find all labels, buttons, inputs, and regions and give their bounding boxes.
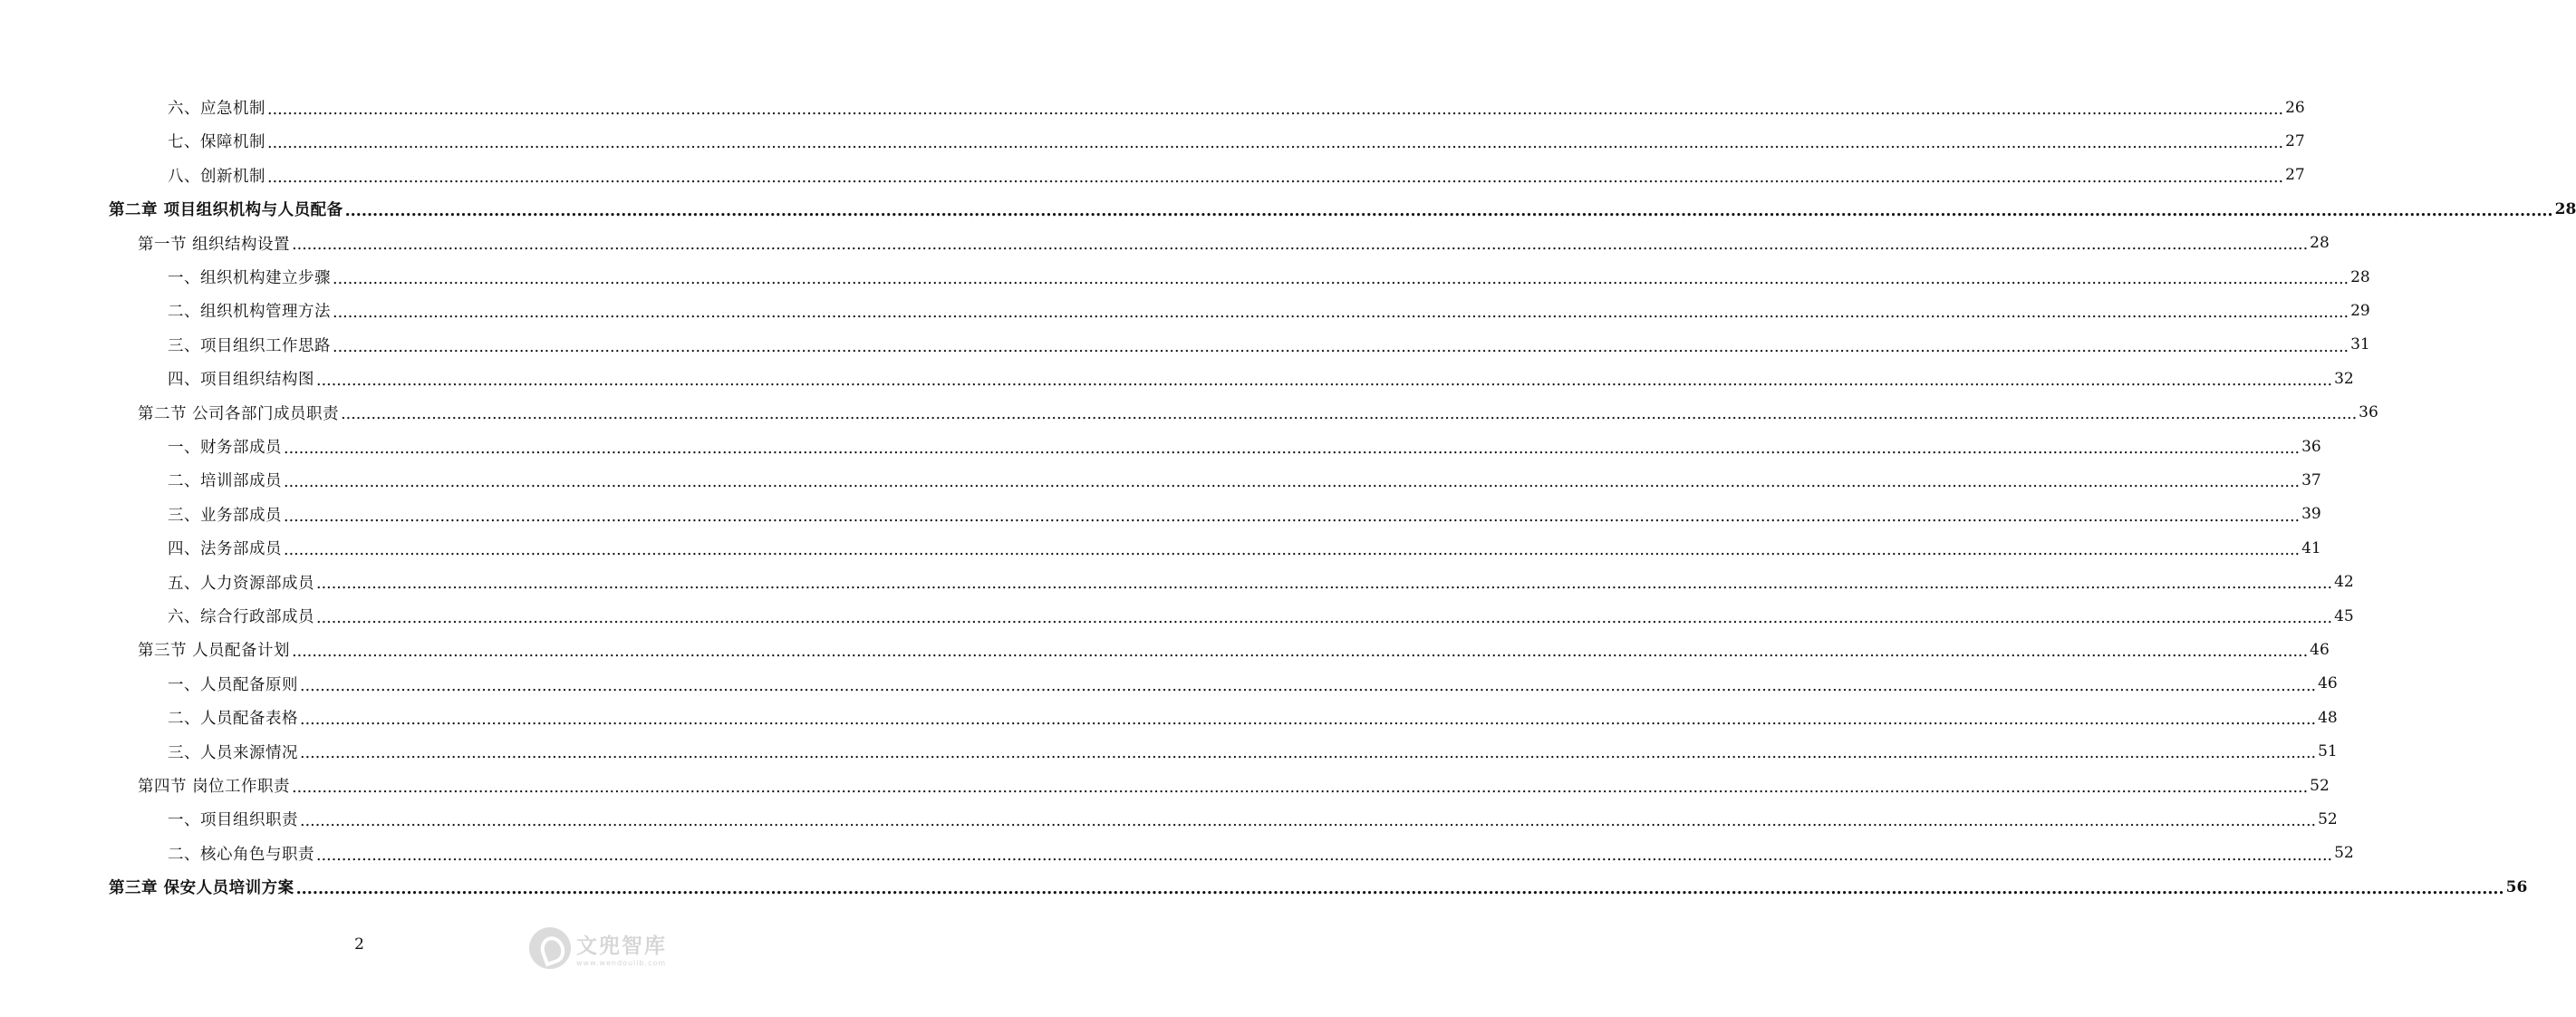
- toc-entry-label: 三、业务部成员: [168, 506, 282, 525]
- toc-dot-leader: ................................................................................................................................................................................................................................................................................................................................................................................................................: [300, 710, 2317, 729]
- watermark-url: www.wendoulib.com: [576, 959, 667, 967]
- toc-dot-leader: ................................................................................................................................................................................................................................................................................................................................................................................................................: [316, 371, 2333, 390]
- toc-entry-label: 二、人员配备表格: [168, 710, 298, 729]
- toc-entry-page: 36: [2301, 437, 2321, 456]
- toc-entry-label: 一、项目组织职责: [168, 811, 298, 830]
- toc-dot-leader: ................................................................................................................................................................................................................................................................................................................................................................................................................: [267, 100, 2284, 119]
- toc-entry-label: 三、项目组织工作思路: [168, 336, 331, 355]
- toc-entry-page: 56: [2505, 877, 2528, 896]
- toc-entry-label: 四、法务部成员: [168, 540, 282, 559]
- toc-entry[interactable]: [168, 91, 2305, 124]
- watermark-brand: 文兜智库: [576, 935, 667, 958]
- toc-entry-label: 五、人力资源部成员: [168, 574, 314, 593]
- toc-entry[interactable]: [109, 870, 2528, 904]
- toc-entry[interactable]: [168, 599, 2354, 633]
- toc-entry-page: 32: [2334, 369, 2354, 388]
- toc-entry-page: 51: [2318, 742, 2338, 761]
- toc-dot-leader: ................................................................................................................................................................................................................................................................................................................................................................................................................: [300, 676, 2317, 695]
- toc-entry[interactable]: [168, 701, 2338, 734]
- toc-entry-page: 42: [2334, 573, 2354, 592]
- toc-dot-leader: ................................................................................................................................................................................................................................................................................................................................................................................................................: [292, 643, 2309, 662]
- toc-dot-leader: ................................................................................................................................................................................................................................................................................................................................................................................................................: [284, 439, 2301, 458]
- toc-entry-label: 第一节 组织结构设置: [138, 235, 291, 254]
- toc-entry-label: 一、组织机构建立步骤: [168, 269, 331, 287]
- toc-dot-leader: ................................................................................................................................................................................................................................................................................................................................................................................................................: [295, 879, 2504, 898]
- toc-entry[interactable]: [138, 769, 2330, 802]
- toc-dot-leader: ................................................................................................................................................................................................................................................................................................................................................................................................................: [344, 201, 2553, 220]
- toc-dot-leader: ................................................................................................................................................................................................................................................................................................................................................................................................................: [333, 337, 2349, 356]
- toc-dot-leader: ................................................................................................................................................................................................................................................................................................................................................................................................................: [300, 744, 2317, 763]
- toc-entry[interactable]: [168, 294, 2370, 327]
- toc-entry-page: 28: [2310, 234, 2330, 253]
- toc-entry-page: 29: [2350, 301, 2370, 320]
- toc-entry-page: 28: [2350, 267, 2370, 286]
- toc-entry[interactable]: [138, 396, 2378, 430]
- toc-entry-label: 二、培训部成员: [168, 472, 282, 491]
- toc-dot-leader: ................................................................................................................................................................................................................................................................................................................................................................................................................: [316, 608, 2333, 627]
- toc-entry[interactable]: [168, 566, 2354, 599]
- toc-entry-label: 三、人员来源情况: [168, 743, 298, 762]
- toc-dot-leader: ................................................................................................................................................................................................................................................................................................................................................................................................................: [316, 575, 2333, 594]
- toc-entry-page: 52: [2318, 809, 2338, 828]
- toc-dot-leader: ................................................................................................................................................................................................................................................................................................................................................................................................................: [284, 507, 2301, 526]
- toc-entry-label: 四、项目组织结构图: [168, 371, 314, 390]
- toc-entry-label: 一、人员配备原则: [168, 675, 298, 694]
- toc-entry[interactable]: [168, 802, 2338, 836]
- toc-entry-label: 第二节 公司各部门成员职责: [138, 404, 340, 423]
- watermark-logo-icon: [529, 927, 571, 969]
- toc-entry-label: 二、组织机构管理方法: [168, 303, 331, 322]
- toc-entry-label: 六、综合行政部成员: [168, 608, 314, 626]
- toc-entry-label: 第四节 岗位工作职责: [138, 778, 291, 796]
- toc-dot-leader: ................................................................................................................................................................................................................................................................................................................................................................................................................: [284, 540, 2301, 559]
- toc-entry-page: 48: [2318, 708, 2338, 727]
- toc-entry-page: 37: [2301, 470, 2321, 489]
- toc-entry-label: 第三章 保安人员培训方案: [109, 879, 294, 898]
- toc-dot-leader: ................................................................................................................................................................................................................................................................................................................................................................................................................: [284, 473, 2301, 492]
- toc-dot-leader: ................................................................................................................................................................................................................................................................................................................................................................................................................: [316, 846, 2333, 865]
- toc-entry-label: 一、财务部成员: [168, 439, 282, 457]
- toc-entry-label: 第三节 人员配备计划: [138, 642, 291, 661]
- toc-entry-page: 46: [2310, 640, 2330, 659]
- toc-entry[interactable]: [168, 735, 2338, 769]
- toc-entry-page: 45: [2334, 606, 2354, 625]
- toc-dot-leader: ................................................................................................................................................................................................................................................................................................................................................................................................................: [267, 134, 2284, 153]
- toc-entry[interactable]: [168, 328, 2370, 362]
- toc-entry-page: 52: [2334, 844, 2354, 863]
- toc-entry-page: 52: [2310, 776, 2330, 795]
- toc-dot-leader: ................................................................................................................................................................................................................................................................................................................................................................................................................: [292, 778, 2309, 797]
- toc-dot-leader: ................................................................................................................................................................................................................................................................................................................................................................................................................: [333, 269, 2349, 288]
- toc-entry-page: 27: [2285, 166, 2305, 185]
- toc-entry-page: 39: [2301, 505, 2321, 524]
- toc-entry-page: 36: [2359, 403, 2378, 422]
- toc-entry-page: 27: [2285, 131, 2305, 150]
- toc-entry[interactable]: [138, 227, 2330, 260]
- toc-entry[interactable]: [168, 498, 2321, 531]
- toc-entry[interactable]: [168, 430, 2321, 463]
- toc-entry[interactable]: [168, 667, 2338, 701]
- toc-dot-leader: ................................................................................................................................................................................................................................................................................................................................................................................................................: [341, 405, 2358, 424]
- toc-entry-page: 41: [2301, 538, 2321, 557]
- toc-dot-leader: ................................................................................................................................................................................................................................................................................................................................................................................................................: [267, 168, 2284, 187]
- toc-entry-label: 七、保障机制: [168, 133, 265, 152]
- toc-dot-leader: ................................................................................................................................................................................................................................................................................................................................................................................................................: [333, 304, 2349, 323]
- toc-entry[interactable]: [109, 192, 2576, 226]
- toc-entry[interactable]: [168, 837, 2354, 870]
- toc-entry-label: 第二章 项目组织机构与人员配备: [109, 201, 343, 220]
- toc-entry-page: 46: [2318, 674, 2338, 693]
- toc-entry[interactable]: [168, 463, 2321, 497]
- toc-dot-leader: ................................................................................................................................................................................................................................................................................................................................................................................................................: [292, 236, 2309, 255]
- page-number: 2: [354, 935, 364, 954]
- toc-entry[interactable]: [168, 260, 2370, 294]
- toc-entry-label: 六、应急机制: [168, 100, 265, 118]
- toc-entry[interactable]: [168, 531, 2321, 565]
- toc-entry-page: 26: [2285, 98, 2305, 117]
- toc-entry[interactable]: [168, 362, 2354, 395]
- toc-entry-page: 31: [2350, 335, 2370, 354]
- toc-entry[interactable]: [138, 633, 2330, 666]
- toc-entry-page: 28: [2554, 199, 2576, 218]
- toc-entry[interactable]: [168, 159, 2305, 192]
- watermark: [529, 923, 692, 973]
- toc-dot-leader: ................................................................................................................................................................................................................................................................................................................................................................................................................: [300, 812, 2317, 831]
- toc-entry-label: 二、核心角色与职责: [168, 845, 314, 864]
- toc-entry[interactable]: [168, 124, 2305, 158]
- toc-entry-label: 八、创新机制: [168, 167, 265, 186]
